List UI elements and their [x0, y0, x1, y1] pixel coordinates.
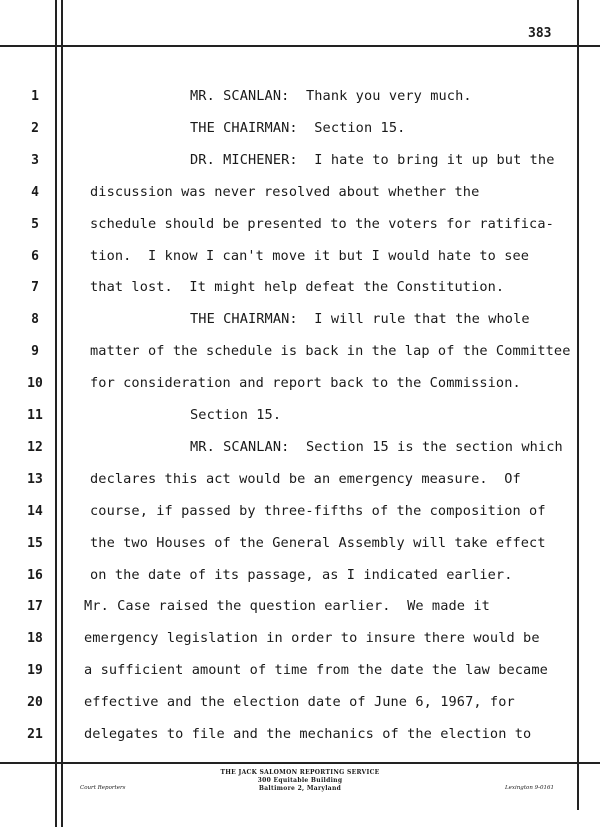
transcript-line: delegates to file and the mechanics of the election to: [84, 726, 532, 742]
line-number: 15: [27, 536, 43, 551]
footer-address-line1: 300 Equitable Building: [257, 777, 343, 784]
transcript-line: DR. MICHENER: I hate to bring it up but the: [190, 152, 555, 168]
transcript-line: schedule should be presented to the voters for ratifica-: [90, 216, 554, 232]
footer-left-label: Court Reporters: [80, 785, 126, 791]
footer-address-line2: Baltimore 2, Maryland: [258, 785, 342, 792]
line-number: 7: [31, 280, 39, 295]
transcript-line: Section 15.: [190, 407, 282, 423]
line-number: 18: [27, 631, 43, 646]
line-number: 12: [27, 440, 43, 455]
line-number: 21: [27, 727, 43, 742]
transcript-line: MR. SCANLAN: Section 15 is the section which: [190, 439, 563, 455]
transcript-line: that lost. It might help defeat the Constitution.: [90, 279, 505, 295]
page-number: 383: [528, 26, 552, 41]
transcript-line: course, if passed by three-fifths of the composition of: [90, 503, 546, 519]
transcript-line: on the date of its passage, as I indicated earlier.: [90, 567, 513, 583]
line-number: 5: [31, 217, 39, 232]
line-number: 17: [27, 599, 43, 614]
line-number: 10: [27, 376, 43, 391]
transcript-line: emergency legislation in order to insure there would be: [84, 630, 540, 646]
line-number: 8: [31, 312, 39, 327]
line-number: 6: [31, 249, 39, 264]
transcript-line: effective and the election date of June 6, 1967, for: [84, 694, 515, 710]
transcript-line: discussion was never resolved about whether the: [90, 184, 480, 200]
transcript-line: Mr. Case raised the question earlier. We made it: [84, 598, 490, 614]
line-number: 13: [27, 472, 43, 487]
transcript-line: matter of the schedule is back in the lap of the Committee: [90, 343, 571, 359]
line-number: 19: [27, 663, 43, 678]
transcript-line: the two Houses of the General Assembly will take effect: [90, 535, 546, 551]
transcript-line: THE CHAIRMAN: I will rule that the whole: [190, 311, 530, 327]
line-number: 11: [27, 408, 43, 423]
transcript-line: THE CHAIRMAN: Section 15.: [190, 120, 406, 136]
transcript-line: a sufficient amount of time from the date the law became: [84, 662, 548, 678]
line-number: 3: [31, 153, 39, 168]
line-number: 20: [27, 695, 43, 710]
bottom-rule: [0, 762, 600, 764]
transcript-line: tion. I know I can't move it but I would hate to see: [90, 248, 530, 264]
line-number: 16: [27, 568, 43, 583]
left-margin-line-inner: [61, 0, 63, 827]
transcript-line: for consideration and report back to the Commission.: [90, 375, 521, 391]
footer-service-name: THE JACK SALOMON REPORTING SERVICE: [220, 769, 380, 776]
left-margin-line-outer: [55, 0, 57, 827]
line-number: 2: [31, 121, 39, 136]
right-margin-line: [577, 0, 579, 810]
transcript-line: declares this act would be an emergency measure. Of: [90, 471, 521, 487]
footer-right-label: Lexington 9-0161: [505, 785, 554, 791]
line-number: 9: [31, 344, 39, 359]
line-number: 14: [27, 504, 43, 519]
transcript-line: MR. SCANLAN: Thank you very much.: [190, 88, 472, 104]
top-rule: [0, 45, 600, 47]
line-number: 4: [31, 185, 39, 200]
line-number: 1: [31, 89, 39, 104]
